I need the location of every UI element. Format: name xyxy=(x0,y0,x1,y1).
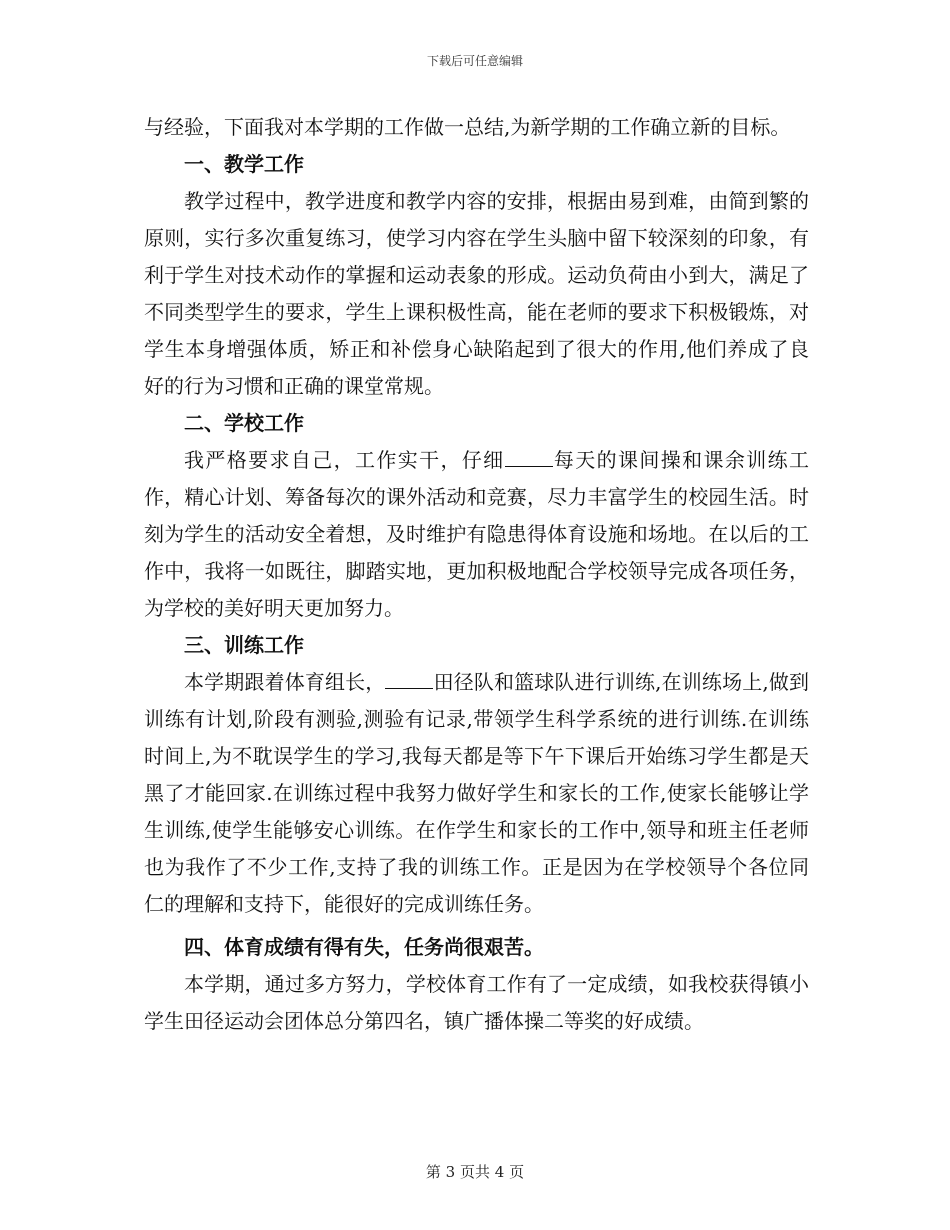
page-number-footer: 第 3 页共 4 页 xyxy=(425,1163,525,1181)
page-header-note: 下载后可任意编辑 xyxy=(426,54,523,68)
school-text-part-b: 每天的课间操和课余训练工作，精心计划、筹备每次的课外活动和竞赛，尽力丰富学生的校园生活。时刻为学生的活动安全着想，及时维护有隐患得体育设施和场地。在以后的工作中，我将一如既往，脚踏实地，更加积极地配合学校领导完成各项任务，为学校的美好明天更加努力。 xyxy=(144,448,810,620)
section-heading-teaching: 一、教学工作 xyxy=(184,152,304,176)
training-text-part-a: 本学期跟着体育组长， xyxy=(184,670,386,694)
document-body xyxy=(144,109,809,1040)
intro-paragraph: 与经验，下面我对本学期的工作做一总结,为新学期的工作确立新的目标。 xyxy=(144,115,791,139)
section-text-results: 本学期，通过多方努力，学校体育工作有了一定成绩，如我校获得镇小学生田径运动会团体总分第四名，镇广播体操二等奖的好成绩。 xyxy=(144,972,809,1033)
blank-underline xyxy=(505,448,553,467)
section-text-school xyxy=(144,442,809,627)
training-text-part-b: 田径队和篮球队进行训练,在训练场上,做到训练有计划,阶段有测验,测验有记录,带领学生科学系统的进行训练.在训练时间上,为不耽误学生的学习,我每天都是等下午下课后开始练习学生都是天黑了才能回家.在训练过程中我努力做好学生和家长的工作,使家长能够让学生训练,使学生能够安心训练。在作学生和家长的工作中,领导和班主任老师也为我作了不少工作,支持了我的训练工作。正是因为在学校领导个各位同仁的理解和支持下，能很好的完成训练任务。 xyxy=(144,670,810,916)
section-heading-training: 三、训练工作 xyxy=(184,633,304,657)
school-text-part-a: 我严格要求自己，工作实干，仔细 xyxy=(184,448,505,472)
section-text-training xyxy=(144,664,809,923)
section-heading-results: 四、体育成绩有得有失，任务尚很艰苦。 xyxy=(184,935,544,959)
section-text-teaching: 教学过程中，教学进度和教学内容的安排，根据由易到难，由简到繁的原则，实行多次重复练习，使学习内容在学生头脑中留下较深刻的印象，有利于学生对技术动作的掌握和运动表象的形成。运动负荷由小到大，满足了不同类型学生的要求，学生上课积极性高，能在老师的要求下积极锻炼，对学生本身增强体质，矫正和补偿身心缺陷起到了很大的作用,他们养成了良好的行为习惯和正确的课堂常规。 xyxy=(144,189,809,398)
section-heading-school: 二、学校工作 xyxy=(184,411,304,435)
blank-underline xyxy=(385,670,433,689)
